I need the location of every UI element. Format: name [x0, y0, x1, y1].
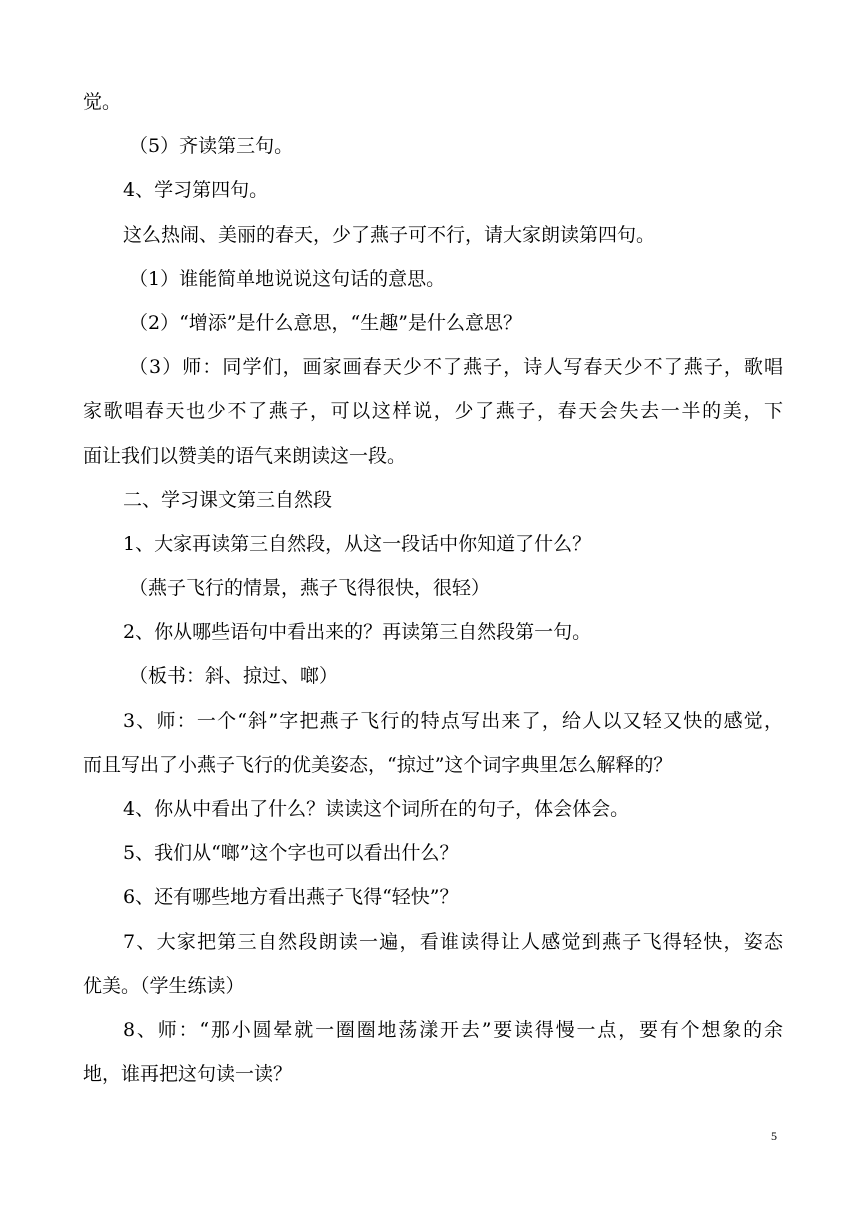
text-line: 2、你从哪些语句中看出来的？再读第三自然段第一句。	[123, 621, 592, 644]
text-line: （5）齐读第三句。	[129, 135, 294, 158]
text-line: 家歌唱春天也少不了燕子，可以这样说，少了燕子，春天会失去一半的美，下	[83, 400, 783, 423]
text-line: 4、你从中看出了什么？读读这个词所在的句子，体会体会。	[123, 798, 630, 820]
text-line: 4、学习第四句。	[123, 179, 269, 202]
text-line: （板书：斜、掠过、啷）	[129, 665, 339, 688]
text-line: 8、师：“那小圆晕就一圈圈地荡漾开去”要读得慢一点，要有个想象的余	[123, 1018, 783, 1041]
text-line: 优美。（学生练读）	[83, 974, 245, 997]
text-line: 面让我们以赞美的语气来朗读这一段。	[83, 444, 407, 467]
text-line: 而且写出了小燕子飞行的优美姿态，“掠过”这个词字典里怎么解释的？	[83, 753, 673, 776]
text-line: 觉。	[83, 91, 122, 113]
text-line: （3）师：同学们，画家画春天少不了燕子，诗人写春天少不了燕子，歌唱	[129, 356, 783, 379]
text-line: （2）“增添”是什么意思，“生趣”是什么意思？	[129, 311, 522, 334]
text-line: 3、师：一个“斜”字把燕子飞行的特点写出来了，给人以又轻又快的感觉，	[123, 709, 783, 732]
text-line: 6、还有哪些地方看出燕子飞得“轻快”？	[123, 886, 459, 909]
body-text	[83, 80, 783, 1096]
text-line: 1、大家再读第三自然段，从这一段话中你知道了什么？	[123, 532, 592, 555]
text-line: （1）谁能简单地说说这句话的意思。	[129, 267, 446, 290]
text-line: 7、大家把第三自然段朗读一遍，看谁读得让人感觉到燕子飞得轻快，姿态	[123, 930, 783, 953]
page-number: 5	[771, 1129, 777, 1143]
text-line: 5、我们从“啷”这个字也可以看出什么？	[123, 842, 459, 865]
text-line: 这么热闹、美丽的春天，少了燕子可不行，请大家朗读第四句。	[123, 223, 656, 246]
text-line: 地，谁再把这句读一读？	[83, 1063, 293, 1086]
text-line: （燕子飞行的情景，燕子飞得很快，很轻）	[129, 577, 491, 600]
section-heading: 二、学习课文第三自然段	[123, 488, 333, 511]
